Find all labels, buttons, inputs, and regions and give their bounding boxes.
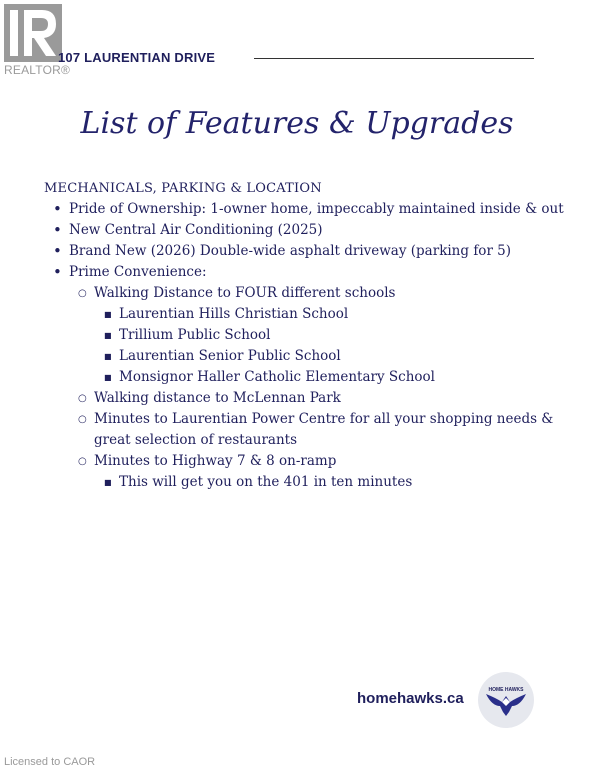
list-item: ○ Walking distance to McLennan Park — [69, 388, 574, 409]
features-content — [44, 178, 574, 493]
hawk-icon — [478, 672, 534, 728]
realtor-label: REALTOR® — [4, 63, 71, 77]
list-item: • Brand New (2026) Double-wide asphalt driveway (parking for 5) — [44, 241, 574, 262]
logo-text: HOME HAWKS — [488, 687, 524, 693]
page-title: List of Features & Upgrades — [80, 106, 514, 141]
list-item: ■ Laurentian Hills Christian School — [94, 304, 574, 325]
section-heading: MECHANICALS, PARKING & LOCATION — [44, 181, 322, 196]
website-link[interactable]: homehawks.ca — [357, 690, 464, 707]
list-item: • New Central Air Conditioning (2025) — [44, 220, 574, 241]
home-hawks-logo — [478, 672, 534, 728]
list-item: • Pride of Ownership: 1-owner home, impeccably maintained inside & out — [44, 199, 574, 220]
convenience-list — [69, 283, 574, 493]
list-item: ○ Minutes to Highway 7 & 8 on-ramp ■ This will get you on the 401 in ten minutes — [69, 451, 574, 493]
realtor-logo-icon — [4, 4, 62, 62]
list-item: ○ Walking Distance to FOUR different schools ■ Laurentian Hills Christian School ■ Trillium Public School ■ Laurentian Senior Public School ■ Monsignor Haller Catholic Elementary School — [69, 283, 574, 388]
list-item: • Prime Convenience: ○ Walking Distance to FOUR different schools ■ Laurentian Hills Christian School ■ Trillium Public School ■ Laurentian Senior Public School ■ Monsignor Haller Catholic Elementary School ○ Walking distance to McLennan Park ○ Minutes to Laurentian Power Centre for all your shopping needs & great selection of restaurants ○ Minutes to Highway 7 & 8 on-ramp ■ This will get you on the 401 in ten minutes — [44, 262, 574, 493]
feature-list — [44, 199, 574, 493]
list-item: ■ This will get you on the 401 in ten minutes — [94, 472, 574, 493]
schools-list — [94, 304, 574, 388]
realtor-watermark — [4, 4, 71, 77]
list-item: ○ Minutes to Laurentian Power Centre for all your shopping needs & great selection of restaurants — [69, 409, 574, 451]
property-address: 107 LAURENTIAN DRIVE — [58, 50, 216, 65]
list-item: ■ Trillium Public School — [94, 325, 574, 346]
header-divider — [254, 58, 534, 59]
list-item: ■ Monsignor Haller Catholic Elementary School — [94, 367, 574, 388]
license-note: Licensed to CAOR — [4, 756, 96, 768]
highway-list — [94, 472, 574, 493]
list-item: ■ Laurentian Senior Public School — [94, 346, 574, 367]
